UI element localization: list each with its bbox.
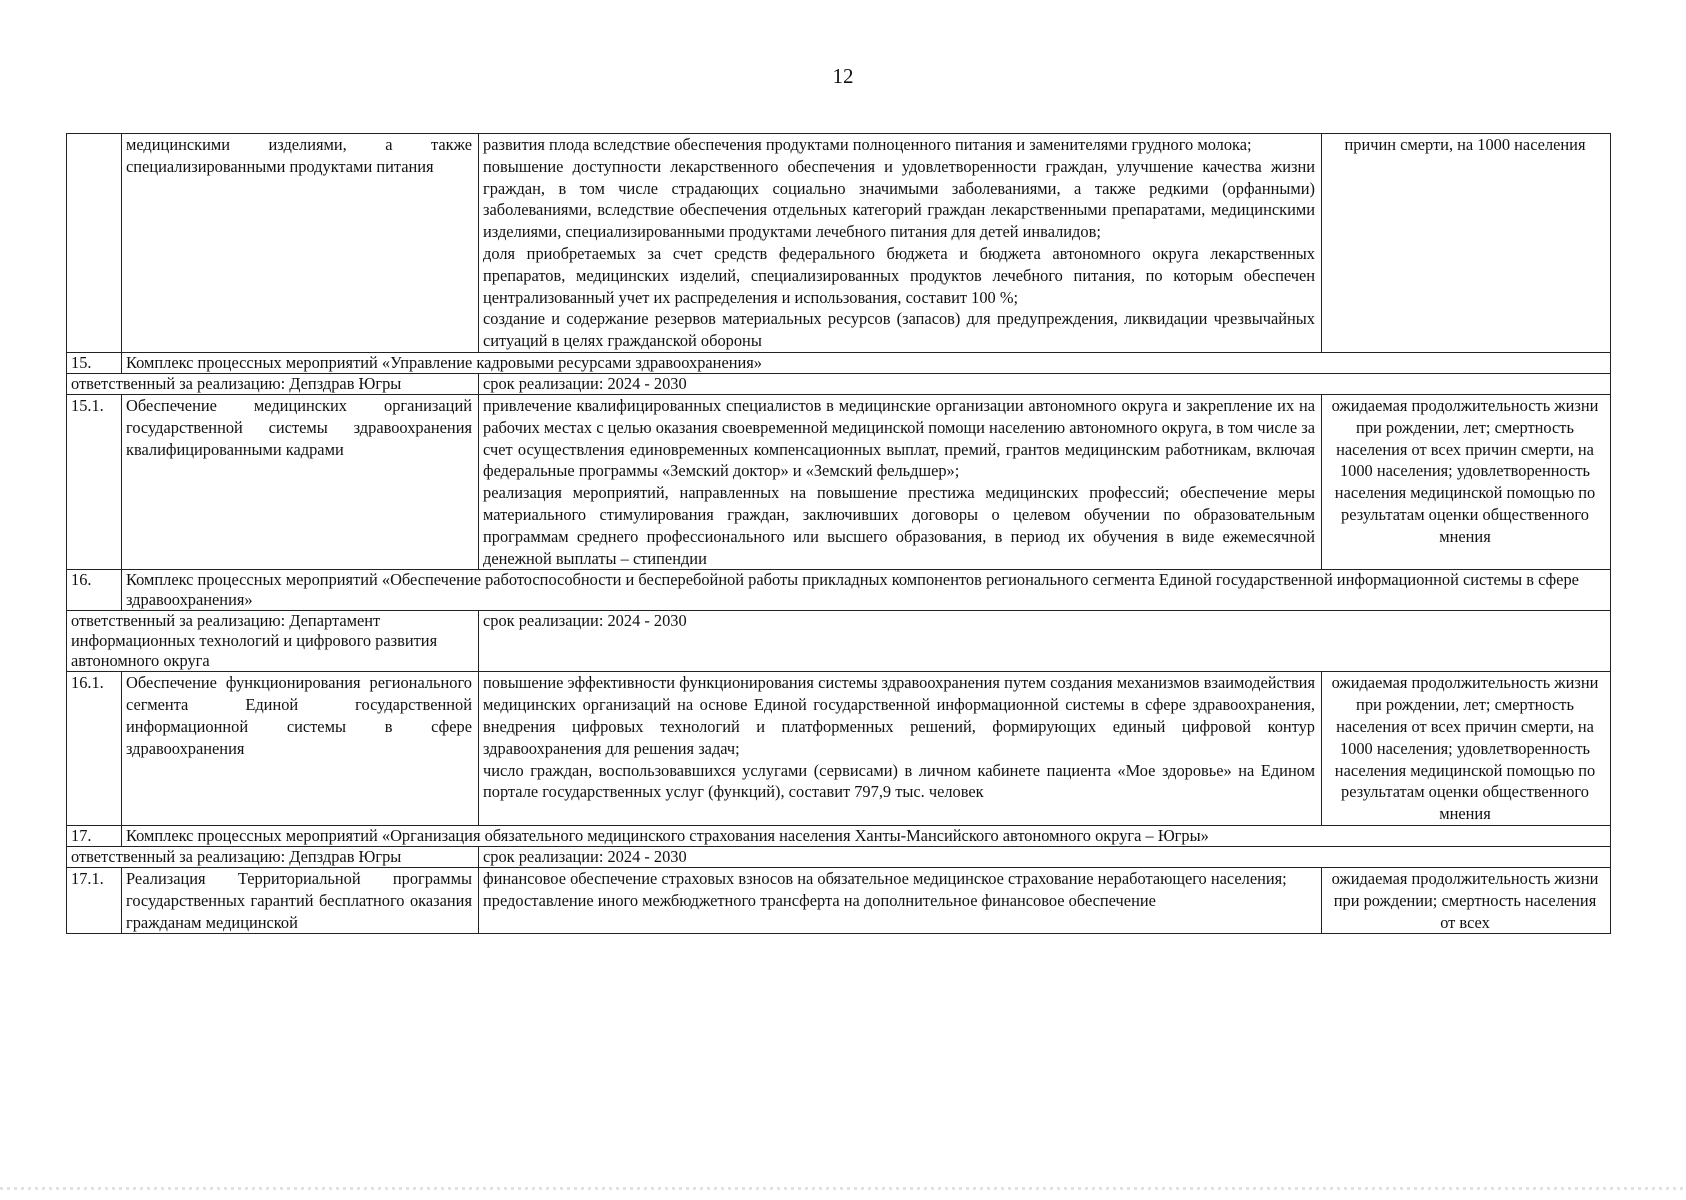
row-number-cell	[67, 134, 122, 353]
section-title: Комплекс процессных мероприятий «Обеспечение работоспособности и бесперебойной работы прикладных компонентов регионального сегмента Единой государственной информационной системы в сфере здравоохранения»	[122, 570, 1611, 611]
scan-edge-noise	[0, 1187, 1686, 1190]
result-item: привлечение квалифицированных специалистов в медицинские организации автономного округа и закрепление их на рабочих местах с целью оказания своевременной медицинской помощи населению автономного округа, в том числе за счет осуществления единовременных компенсационных выплат, премий, грантов медицинским работникам, включая федеральные программы «Земский доктор» и «Земский фельдшер»;	[483, 395, 1315, 481]
term-cell: срок реализации: 2024 - 2030	[479, 846, 1611, 867]
result-item: создание и содержание резервов материальных ресурсов (запасов) для предупреждения, ликвидации чрезвычайных ситуаций в целях гражданской обороны	[483, 309, 1315, 351]
table-row	[67, 867, 1611, 933]
term-cell: срок реализации: 2024 - 2030	[479, 373, 1611, 394]
result-item: финансовое обеспечение страховых взносов на обязательное медицинское страхование неработающего населения;	[483, 868, 1287, 888]
result-item: число граждан, воспользовавшихся услугами (сервисами) в личном кабинете пациента «Мое здоровье» на Едином портале государственных услуг (функций), составит 797,9 тыс. человек	[483, 760, 1315, 802]
result-item: предоставление иного межбюджетного трансферта на дополнительное финансовое обеспечение	[483, 890, 1156, 910]
section-number: 17.	[67, 825, 122, 846]
results-cell	[479, 134, 1322, 353]
section-title: Комплекс процессных мероприятий «Организация обязательного медицинского страхования населения Ханты-Мансийского автономного округа – Югры»	[122, 825, 1611, 846]
row-number-cell: 15.1.	[67, 394, 122, 569]
indicators-cell: ожидаемая продолжительность жизни при рождении, лет; смертность населения от всех причин смерти, на 1000 населения; удовлетворенность населения медицинской помощью по результатам оценки общественного мнения	[1322, 394, 1611, 569]
task-title-cell: Обеспечение функционирования регионального сегмента Единой государственной информационной системы в сфере здравоохранения	[122, 672, 479, 826]
responsible-row	[67, 611, 1611, 672]
section-number: 15.	[67, 352, 122, 373]
table-row	[67, 134, 1611, 353]
task-title-cell: Обеспечение медицинских организаций государственной системы здравоохранения квалифицированными кадрами	[122, 394, 479, 569]
results-cell	[479, 394, 1322, 569]
responsible-cell: ответственный за реализацию: Департамент информационных технологий и цифрового развития автономного округа	[67, 611, 479, 672]
row-number-cell: 17.1.	[67, 867, 122, 933]
indicators-cell: ожидаемая продолжительность жизни при рождении; смертность населения от всех	[1322, 867, 1611, 933]
section-header-row	[67, 570, 1611, 611]
results-cell	[479, 867, 1322, 933]
section-title: Комплекс процессных мероприятий «Управление кадровыми ресурсами здравоохранения»	[122, 352, 1611, 373]
table-row	[67, 672, 1611, 826]
task-title-cell: Реализация Территориальной программы государственных гарантий бесплатного оказания гражданам медицинской	[122, 867, 479, 933]
responsible-cell: ответственный за реализацию: Депздрав Югры	[67, 846, 479, 867]
result-item: развития плода вследствие обеспечения продуктами полноценного питания и заменителями грудного молока;	[483, 135, 1252, 154]
term-cell: срок реализации: 2024 - 2030	[479, 611, 1611, 672]
section-header-row	[67, 825, 1611, 846]
result-item: реализация мероприятий, направленных на повышение престижа медицинских профессий; обеспечение меры материального стимулирования граждан, заключивших договоры о целевом обучении по образовательным программам среднего профессионального или высшего образования, в период их обучения в виде ежемесячной денежной выплаты – стипендии	[483, 483, 1315, 568]
responsible-cell: ответственный за реализацию: Депздрав Югры	[67, 373, 479, 394]
result-item: повышение эффективности функционирования системы здравоохранения путем создания механизмов взаимодействия медицинских организаций на основе Единой государственной информационной системы в сфере здравоохранения, внедрения цифровых технологий и платформенных решений, формирующих единый цифровой контур здравоохранения для решения задач;	[483, 673, 1315, 758]
row-number-cell: 16.1.	[67, 672, 122, 826]
page-number: 12	[832, 64, 854, 88]
indicators-cell: причин смерти, на 1000 населения	[1322, 134, 1611, 353]
section-header-row	[67, 352, 1611, 373]
program-table	[66, 133, 1611, 934]
result-item: доля приобретаемых за счет средств федерального бюджета и бюджета автономного округа лекарственных препаратов, медицинских изделий, специализированных продуктов лечебного питания, по которым обеспечен централизованный учет их распределения и использования, составит 100 %;	[483, 243, 1315, 307]
responsible-row	[67, 846, 1611, 867]
task-title-cell: медицинскими изделиями, а также специализированными продуктами питания	[122, 134, 479, 353]
responsible-row	[67, 373, 1611, 394]
result-item: повышение доступности лекарственного обеспечения и удовлетворенности граждан, улучшение качества жизни граждан, в том числе страдающих социально значимыми заболеваниями, а также редкими (орфанными) заболеваниями, вследствие обеспечения отдельных категорий граждан лекарственными препаратами, медицинскими изделиями, специализированными продуктами лечебного питания для детей инвалидов;	[483, 156, 1315, 242]
section-number: 16.	[67, 570, 122, 611]
indicators-cell: ожидаемая продолжительность жизни при рождении, лет; смертность населения от всех причин смерти, на 1000 населения; удовлетворенность населения медицинской помощью по результатам оценки общественного мнения	[1322, 672, 1611, 826]
table-row	[67, 394, 1611, 569]
results-cell	[479, 672, 1322, 826]
